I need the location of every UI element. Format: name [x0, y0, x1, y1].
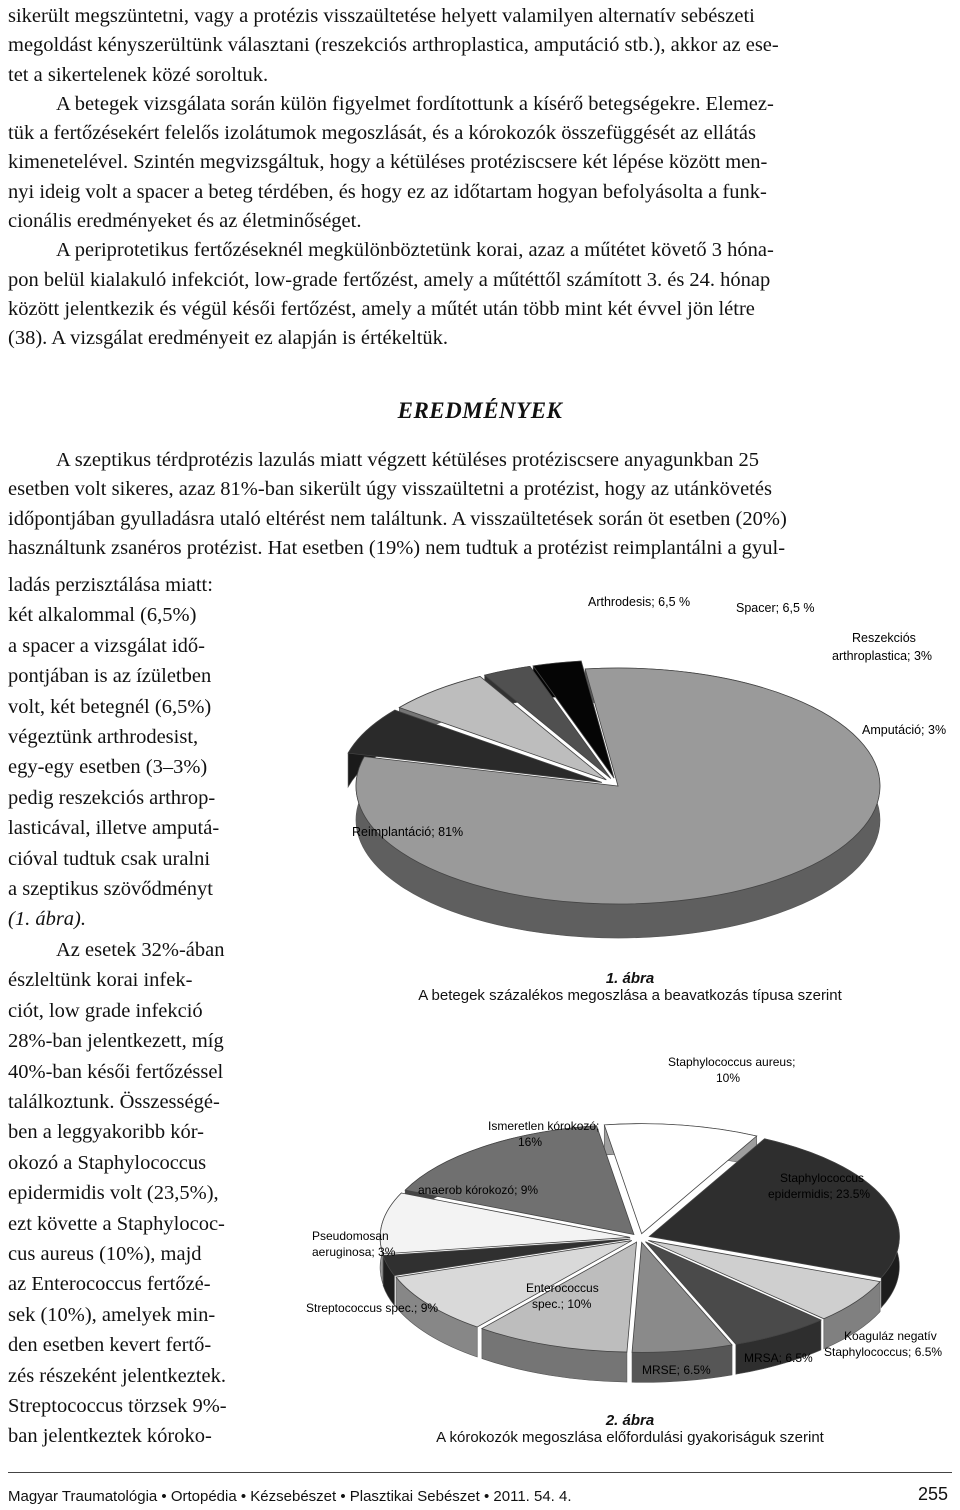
label-pseudo-2: aeruginosa; 3%: [312, 1245, 396, 1259]
figure-1-number: 1. ábra: [605, 970, 655, 987]
footer-divider: [8, 1472, 952, 1473]
label-spacer: Spacer; 6,5 %: [736, 601, 815, 615]
label-anaerob: anaerob kórokozó; 9%: [418, 1183, 539, 1197]
figure-2: [300, 1050, 960, 1410]
page-number: 255: [917, 1484, 948, 1504]
label-pseudo: Pseudomosan: [312, 1229, 389, 1243]
label-staph-aureus: Staphylococcus aureus;: [668, 1055, 796, 1069]
label-reszekcios: Reszekciós: [852, 631, 916, 645]
text-line: 40%-ban késői fertőzéssel: [8, 1060, 224, 1083]
text-line: két alkalommal (6,5%): [8, 604, 197, 627]
text-line: időpontjában gyulladásra utaló eltérést nem találtunk. A visszaültetések során öt esetben (20%): [8, 507, 787, 530]
text-line: lasticával, illetve amputá-: [8, 817, 220, 840]
text-line: között jelentkezik és végül késői fertőzést, amely a műtét után több mint két évvel jön létre: [8, 297, 755, 320]
text-line: zés részeként jelentkeztek.: [8, 1364, 226, 1387]
figure-1-caption: [300, 970, 960, 1004]
text-line: A szeptikus térdprotézis lazulás miatt végzett kétüléses protéziscsere anyagunkban 25: [56, 449, 760, 471]
label-amputacio: Amputáció; 3%: [862, 723, 947, 737]
text-line: kimenetelével. Szintén megvizsgáltuk, hogy a kétüléses protéziscsere két lépése között men-: [8, 151, 768, 174]
label-reimplantacio: Reimplantáció; 81%: [352, 825, 464, 839]
text-line: okozó a Staphylococcus: [8, 1151, 207, 1174]
text-line: (38). A vizsgálat eredményeit ez alapján is értékeltük.: [8, 327, 449, 350]
label-enterococcus: Enterococcus: [526, 1281, 599, 1295]
label-mrse: MRSE; 6.5%: [642, 1363, 711, 1377]
figure-2-caption: [300, 1412, 960, 1446]
text-line: nyi ideig volt a spacer a beteg térdében, és hogy ez az időtartam hogyan befolyásolta a funk-: [8, 180, 767, 203]
text-line: A periprotetikus fertőzéseknél megkülönböztetünk korai, azaz a műtétet követő 3 hóna-: [56, 239, 774, 262]
label-enterococcus-2: spec.; 10%: [532, 1297, 592, 1311]
text-line: tük a fertőzésekért felelős izolátumok megoszlását, és a kórokozók összefüggését az ellátás: [8, 122, 756, 145]
text-line: esetben volt sikeres, azaz 81%-ban sikerült úgy visszaültetni a protézist, hogy az utánkövetés: [8, 478, 772, 501]
figure-1-caption-text: A betegek százalékos megoszlása a beavatkozás típusa szerint: [418, 987, 842, 1004]
text-line: 28%-ban jelentkezett, míg: [8, 1030, 224, 1053]
journal-footer: Magyar Traumatológia • Ortopédia • Kézsebészet • Plasztikai Sebészet • 2011. 54. 4.: [8, 1488, 572, 1505]
text-line: megoldást kényszerültünk választani (reszekciós arthroplastica, amputáció stb.), akkor az ese-: [8, 34, 779, 57]
text-line: cus aureus (10%), majd: [8, 1242, 202, 1265]
text-line: ban jelentkeztek kóroko-: [8, 1425, 212, 1448]
text-line: a szeptikus szövődményt: [8, 878, 213, 901]
text-line: ezt követte a Staphylococ-: [8, 1212, 225, 1235]
text-line: sikerült megszüntetni, vagy a protézis visszaültetése helyett valamilyen alternatív sebészeti: [8, 5, 755, 27]
text-line: cionális eredményeket és az életminőséget.: [8, 210, 362, 233]
text-line: den esetben kevert fertő-: [8, 1334, 212, 1357]
text-line: Az esetek 32%-ában: [56, 938, 225, 961]
text-line: végeztünk arthrodesist,: [8, 726, 199, 749]
text-line: (1. ábra).: [8, 908, 87, 931]
text-line: tet a sikertelenek közé soroltuk.: [8, 63, 269, 86]
label-koagulaz: Koaguláz negatív: [844, 1329, 937, 1343]
text-line: találkoztunk. Összességé-: [8, 1090, 220, 1113]
text-line: az Enterococcus fertőzé-: [8, 1273, 211, 1296]
label-reszekcios-2: arthroplastica; 3%: [832, 649, 933, 663]
figure-2-chart: [300, 1050, 960, 1410]
text-line: cióval tudtuk csak uralni: [8, 847, 211, 870]
text-line: ciót, low grade infekció: [8, 999, 203, 1022]
label-arthrodesis: Arthrodesis; 6,5 %: [588, 595, 691, 609]
text-line: ben a leggyakoribb kór-: [8, 1121, 204, 1144]
text-line: pedig reszekciós arthrop-: [8, 786, 216, 809]
text-line: sek (10%), amelyek min-: [8, 1303, 216, 1326]
text-line: észleltünk korai infek-: [8, 969, 193, 992]
section-heading: EREDMÉNYEK: [397, 398, 563, 423]
text-line: ladás perzisztálása miatt:: [8, 574, 213, 596]
text-line: a spacer a vizsgálat idő-: [8, 634, 205, 657]
text-line: egy-egy esetben (3–3%): [8, 756, 208, 779]
figure-1-chart: [300, 578, 960, 964]
label-staph-epi: Staphylococcus: [780, 1171, 865, 1185]
text-line: használtunk zsanéros protézist. Hat esetben (19%) nem tudtuk a protézist reimplantálni a gyul-: [8, 536, 786, 559]
label-mrsa: MRSA; 6.5%: [744, 1351, 813, 1365]
label-staph-epi-2: epidermidis; 23.5%: [768, 1187, 871, 1201]
label-ismeretlen-2: 16%: [518, 1135, 543, 1149]
text-line: pontjában is az ízületben: [8, 665, 212, 688]
text-line: Streptococcus törzsek 9%-: [8, 1394, 227, 1417]
label-ismeretlen: Ismeretlen kórokozó;: [488, 1119, 600, 1133]
text-line: volt, két betegnél (6,5%): [8, 695, 212, 718]
column-text: [8, 570, 280, 1452]
text-line: A betegek vizsgálata során külön figyelmet fordítottunk a kísérő betegségekre. Elemez-: [56, 92, 774, 115]
label-staph-aureus-2: 10%: [716, 1071, 741, 1085]
intro-text: [8, 2, 952, 354]
label-koagulaz-2: Staphylococcus; 6.5%: [824, 1345, 943, 1359]
figure-2-number: 2. ábra: [605, 1412, 655, 1429]
figure-1: [300, 578, 960, 964]
text-line: epidermidis volt (23,5%),: [8, 1182, 219, 1205]
label-strepto: Streptococcus spec.; 9%: [306, 1301, 439, 1315]
results-text: [8, 446, 952, 563]
text-line: pon belül kialakuló infekciót, low-grade fertőzést, amely a műtéttől számított 3. és 24. hónap: [8, 268, 771, 291]
figure-2-caption-text: A kórokozók megoszlása előfordulási gyakoriságuk szerint: [436, 1429, 824, 1446]
